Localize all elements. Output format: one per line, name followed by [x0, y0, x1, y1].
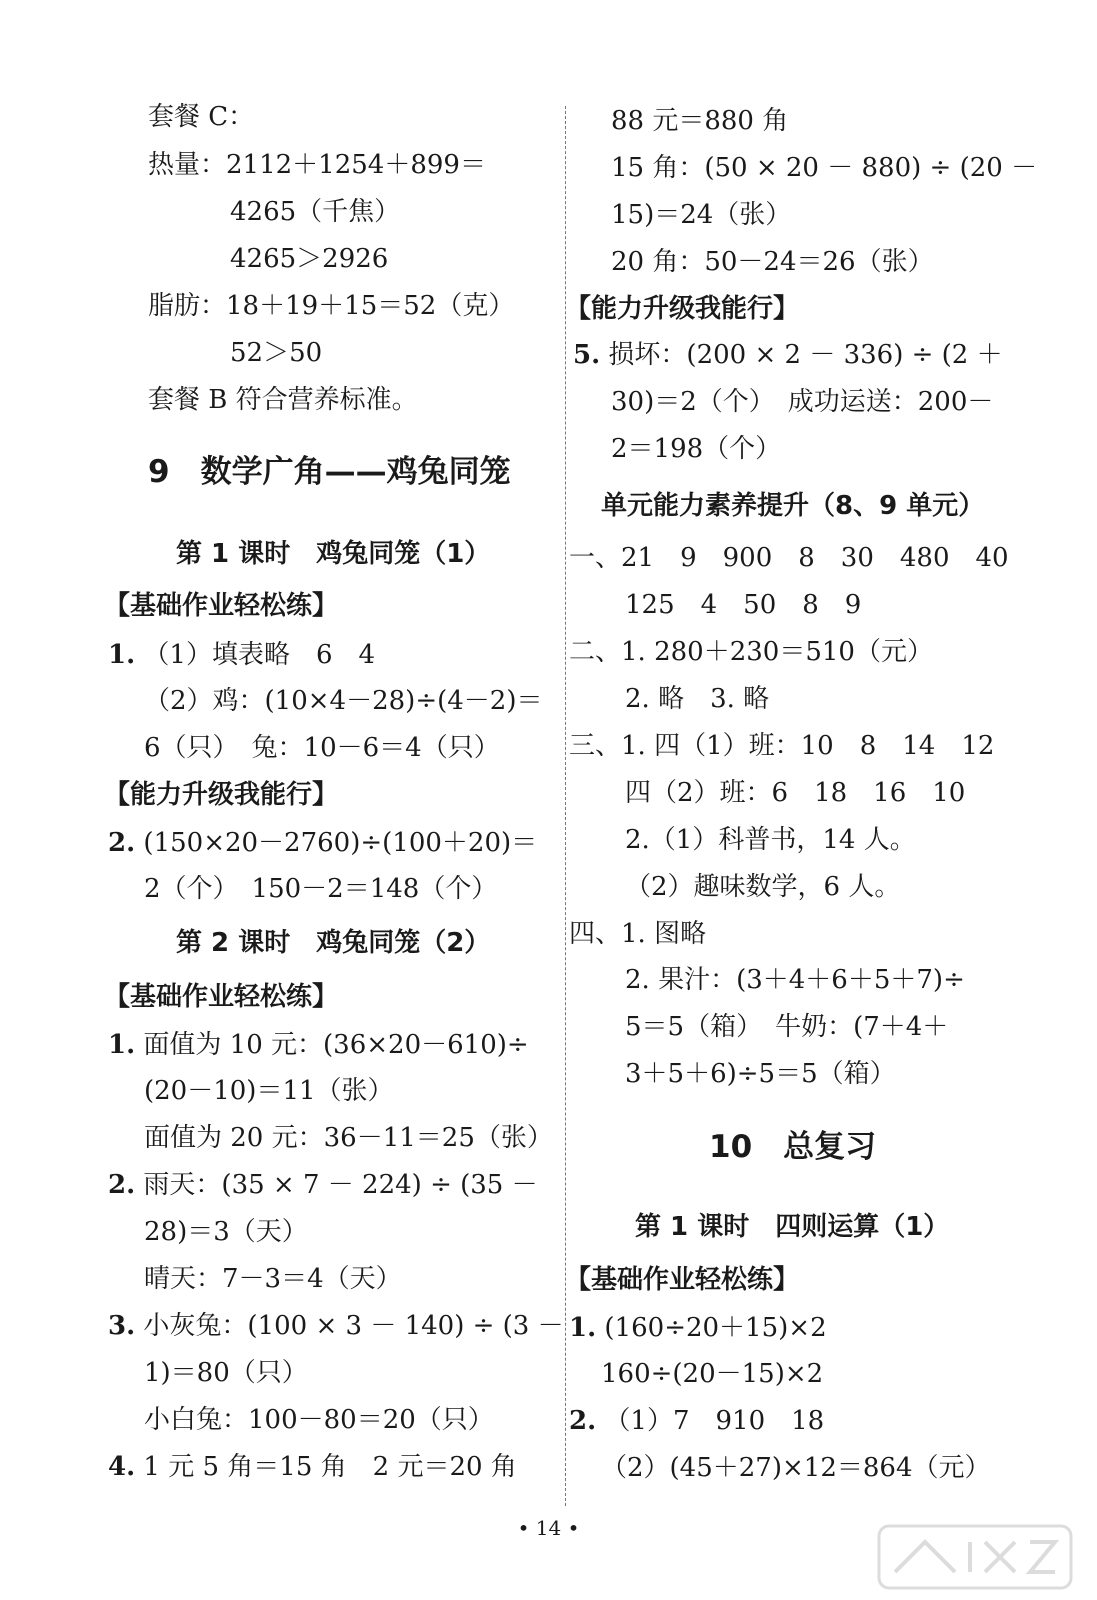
- line-text: 小白兔：100－80＝20（只）: [144, 1405, 494, 1435]
- line-text: 面值为 10 元：(36×20－610)÷: [143, 1030, 529, 1060]
- item-number: 3.: [108, 1311, 136, 1341]
- text-line: [601, 1451, 991, 1485]
- text-line: [108, 1028, 529, 1062]
- text-line: [230, 242, 388, 276]
- line-text: 【能力升级我能行】: [565, 294, 800, 324]
- line-text: 雨天：(35 × 7 － 224) ÷ (35 －: [143, 1170, 538, 1200]
- watermark-logo-icon: [875, 1522, 1075, 1592]
- text-line: [611, 385, 993, 419]
- line-text: 160÷(20－15)×2: [601, 1359, 824, 1389]
- line-text: 【基础作业轻松练】: [104, 982, 339, 1012]
- text-line: [144, 1356, 308, 1390]
- line-text: （2）趣味数学，6 人。: [625, 872, 901, 902]
- text-line: [625, 823, 916, 857]
- line-text: （1）填表略 6 4: [143, 640, 376, 670]
- line-text: 晴天：7－3＝4（天）: [144, 1264, 402, 1294]
- text-line: [144, 684, 542, 718]
- text-line: [108, 1450, 517, 1484]
- line-text: 52＞50: [230, 338, 323, 368]
- line-text: 4265＞2926: [230, 244, 389, 274]
- line-text: 88 元＝880 角: [611, 106, 789, 136]
- line-text: 1)＝80（只）: [144, 1358, 308, 1388]
- line-text: 15)＝24（张）: [611, 200, 792, 230]
- section-heading: [104, 980, 338, 1014]
- line-text: 第 1 课时 四则运算（1）: [635, 1212, 950, 1242]
- text-line: [144, 1262, 402, 1296]
- line-text: 单元能力素养提升（8、9 单元）: [601, 491, 985, 521]
- line-text: 小灰兔：(100 × 3 － 140) ÷ (3 －: [143, 1311, 564, 1341]
- text-line: [108, 1168, 538, 1202]
- text-line: [144, 1403, 494, 1437]
- item-number: 2.: [108, 1170, 136, 1200]
- text-line: [573, 338, 1003, 372]
- section-heading: [635, 1210, 949, 1244]
- line-text: (20－10)＝11（张）: [144, 1076, 394, 1106]
- text-line: [148, 289, 514, 323]
- line-text: 30)＝2（个） 成功运送：200－: [611, 387, 994, 417]
- text-line: [569, 1404, 824, 1438]
- item-number: 4.: [108, 1452, 136, 1482]
- text-line: [611, 432, 781, 466]
- line-text: 10 总复习: [709, 1129, 877, 1165]
- text-line: [611, 198, 791, 232]
- item-number: 1.: [108, 1030, 136, 1060]
- line-text: 9 数学广角——鸡兔同笼: [148, 454, 511, 490]
- line-text: 125 4 50 8 9: [625, 590, 862, 620]
- text-line: [108, 826, 537, 860]
- text-line: [569, 541, 1009, 575]
- item-number: 2.: [569, 1406, 597, 1436]
- text-line: [625, 870, 900, 904]
- text-line: [569, 917, 706, 951]
- item-number: 1.: [569, 1313, 597, 1343]
- line-text: 20 角：50－24＝26（张）: [611, 247, 934, 277]
- section-heading: [601, 489, 984, 523]
- line-text: 2＝198（个）: [611, 434, 782, 464]
- page-number: • 14 •: [517, 1516, 580, 1540]
- section-heading: [565, 292, 799, 326]
- section-heading: [709, 1127, 876, 1167]
- text-line: [569, 635, 933, 669]
- line-text: 2. 略 3. 略: [625, 684, 770, 714]
- text-line: [625, 963, 965, 997]
- text-line: [625, 776, 965, 810]
- text-line: [108, 638, 375, 672]
- line-text: 三、1. 四（1）班：10 8 14 12: [569, 731, 995, 761]
- text-line: [108, 1309, 564, 1343]
- line-text: 4265（千焦）: [230, 197, 401, 227]
- line-text: （2）鸡：(10×4－28)÷(4－2)＝: [144, 686, 543, 716]
- text-line: [625, 1010, 948, 1044]
- line-text: 6（只） 兔：10－6＝4（只）: [144, 733, 500, 763]
- section-heading: [104, 778, 338, 812]
- line-text: (160÷20＋15)×2: [604, 1313, 827, 1343]
- line-text: 脂肪：18＋19＋15＝52（克）: [148, 291, 515, 321]
- item-number: 5.: [573, 340, 601, 370]
- text-line: [148, 100, 254, 134]
- line-text: 第 1 课时 鸡兔同笼（1）: [176, 539, 491, 569]
- line-text: （2）(45＋27)×12＝864（元）: [601, 1453, 991, 1483]
- line-text: 2. 果汁：(3＋4＋6＋5＋7)÷: [625, 965, 965, 995]
- line-text: 28)＝3（天）: [144, 1217, 308, 1247]
- text-line: [144, 731, 500, 765]
- text-line: [611, 104, 788, 138]
- section-heading: [148, 452, 511, 492]
- text-line: [625, 682, 769, 716]
- line-text: 1 元 5 角＝15 角 2 元＝20 角: [143, 1452, 517, 1482]
- line-text: 15 角：(50 × 20 － 880) ÷ (20 －: [611, 153, 1038, 183]
- text-line: [611, 245, 934, 279]
- text-line: [144, 1074, 394, 1108]
- text-line: [144, 1121, 553, 1155]
- line-text: 二、1. 280＋230＝510（元）: [569, 637, 933, 667]
- item-number: 1.: [108, 640, 136, 670]
- line-text: 套餐 B 符合营养标准。: [148, 385, 418, 415]
- line-text: 【基础作业轻松练】: [565, 1265, 800, 1295]
- line-text: 热量：2112＋1254＋899＝: [148, 150, 486, 180]
- section-heading: [104, 589, 338, 623]
- text-line: [148, 148, 486, 182]
- line-text: 【能力升级我能行】: [104, 780, 339, 810]
- text-line: [625, 588, 861, 622]
- line-text: 四、1. 图略: [569, 919, 707, 949]
- section-heading: [176, 926, 490, 960]
- text-line: [625, 1057, 896, 1091]
- text-line: [230, 336, 322, 370]
- text-line: [569, 729, 994, 763]
- section-heading: [176, 537, 490, 571]
- text-line: [144, 1215, 308, 1249]
- line-text: 5＝5（箱） 牛奶：(7＋4＋: [625, 1012, 949, 1042]
- line-text: 套餐 C：: [148, 102, 255, 132]
- line-text: （1）7 910 18: [604, 1406, 825, 1436]
- line-text: 损坏：(200 × 2 － 336) ÷ (2 ＋: [608, 340, 1003, 370]
- line-text: 第 2 课时 鸡兔同笼（2）: [176, 928, 491, 958]
- text-line: [611, 151, 1037, 185]
- line-text: 2（个） 150－2＝148（个）: [144, 874, 498, 904]
- text-line: [144, 872, 497, 906]
- text-line: [148, 383, 418, 417]
- line-text: 一、21 9 900 8 30 480 40: [569, 543, 1009, 573]
- text-line: [601, 1357, 823, 1391]
- line-text: 【基础作业轻松练】: [104, 591, 339, 621]
- line-text: 3＋5＋6)÷5＝5（箱）: [625, 1059, 896, 1089]
- section-heading: [565, 1263, 799, 1297]
- item-number: 2.: [108, 828, 136, 858]
- line-text: 四（2）班：6 18 16 10: [625, 778, 966, 808]
- line-text: 面值为 20 元：36－11＝25（张）: [144, 1123, 553, 1153]
- text-line: [569, 1311, 827, 1345]
- line-text: (150×20－2760)÷(100＋20)＝: [143, 828, 538, 858]
- line-text: 2.（1）科普书，14 人。: [625, 825, 916, 855]
- text-line: [230, 195, 400, 229]
